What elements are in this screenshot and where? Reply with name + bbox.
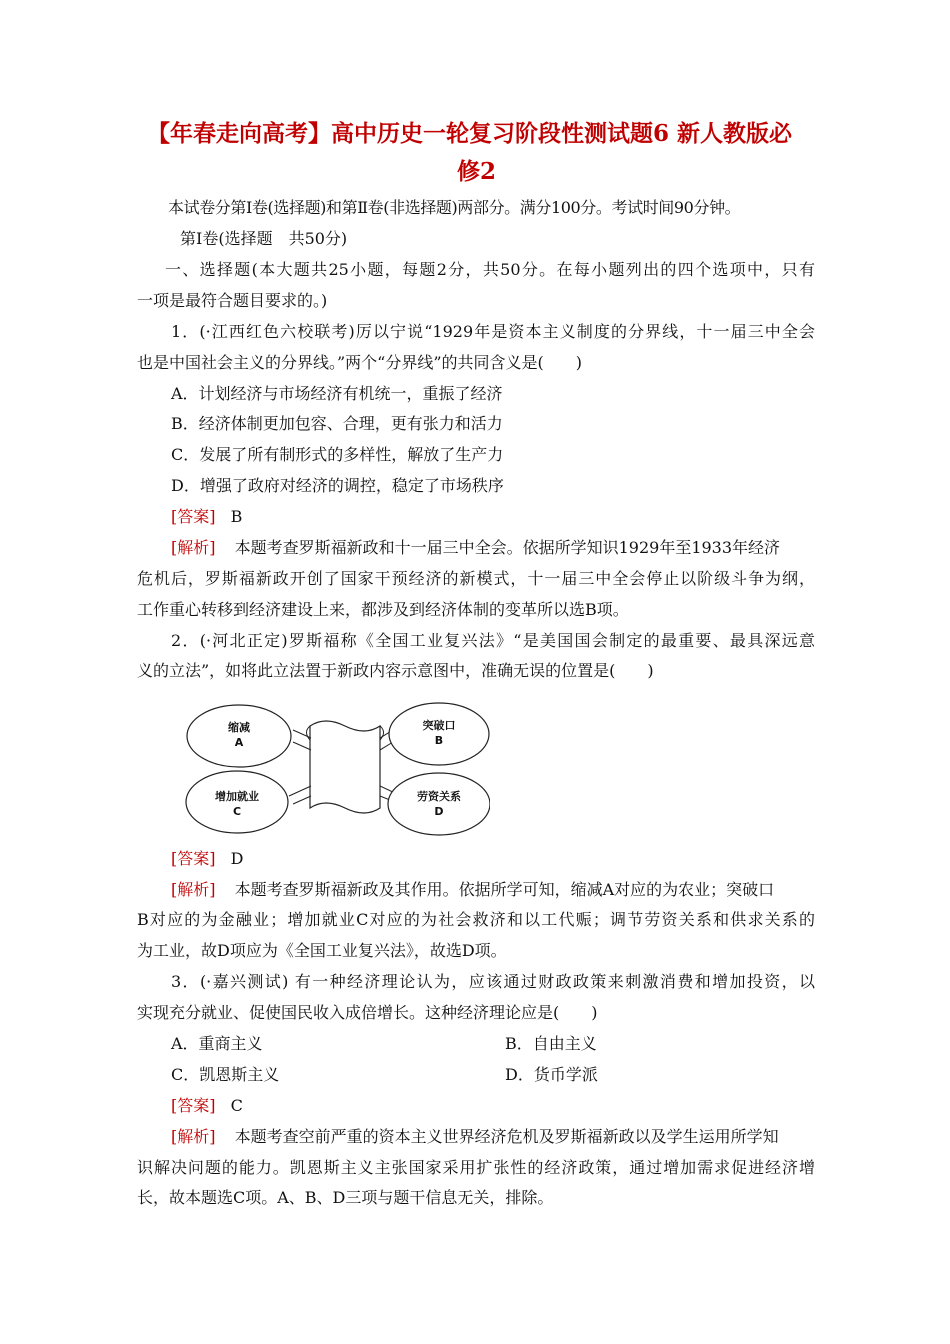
q1-stem-line2: 也是中国社会主义的分界线。”两个“分界线”的共同含义是( ) — [137, 353, 583, 372]
doc-title-line1: 【年春走向高考】高中历史一轮复习阶段性测试题6 新人教版必 — [147, 120, 793, 147]
q1-analysis-line2: 危机后，罗斯福新政开创了国家干预经济的新模式，十一届三中全会停止以阶级斗争为纲， — [137, 569, 815, 588]
intro-text: 本试卷分第Ⅰ卷(选择题)和第Ⅱ卷(非选择题)两部分。满分100分。考试时间90分钟。 — [168, 198, 741, 217]
q2-stem-line2: 义的立法”，如将此立法置于新政内容示意图中，准确无误的位置是( ) — [137, 661, 654, 680]
q2-analysis-line2: B对应的为金融业；增加就业C对应的为社会救济和以工代赈；调节劳资关系和供求关系的 — [137, 910, 815, 929]
q1-answer-value: B — [230, 507, 243, 526]
q1-stem-line1: 1．(·江西红色六校联考)厉以宁说“1929年是资本主义制度的分界线，十一届三中全会 — [171, 322, 815, 341]
q1-analysis-text1: 本题考查罗斯福新政和十一届三中全会。依据所学知识1929年至1933年经济 — [234, 538, 781, 557]
q2-answer — [171, 848, 243, 870]
section-heading-line2: 一项是最符合题目要求的。) — [137, 291, 328, 310]
q2-stem-line1: 2．(·河北正定)罗斯福称《全国工业复兴法》“是美国国会制定的最重要、最具深远意 — [171, 631, 815, 650]
q1-option-d: D．增强了政府对经济的调控，稳定了市场秩序 — [171, 476, 504, 495]
diagram-d-label: 劳资关系 — [417, 790, 461, 803]
part1-heading: 第Ⅰ卷(选择题 共50分) — [180, 229, 348, 248]
q3-option-d: D．货币学派 — [505, 1065, 598, 1084]
q3-answer-tag: [答案] — [171, 1096, 216, 1115]
q3-option-a: A．重商主义 — [171, 1034, 263, 1053]
q2-answer-tag: [答案] — [171, 849, 216, 868]
q1-analysis-line3: 工作重心转移到经济建设上来，都涉及到经济体制的变革所以选B项。 — [137, 600, 629, 619]
diagram-b-label: 突破口 — [422, 719, 456, 732]
diagram-b-letter: B — [434, 734, 444, 747]
q1-answer — [171, 506, 242, 528]
q1-analysis-tag: [解析] — [171, 538, 216, 557]
connector-a — [293, 730, 311, 750]
q2-analysis-line3: 为工业，故D项应为《全国工业复兴法》，故选D项。 — [137, 941, 507, 960]
q2-analysis-tag: [解析] — [171, 880, 216, 899]
diagram-center-scroll — [310, 721, 380, 813]
diagram-d-letter: D — [434, 805, 444, 818]
q3-answer — [171, 1095, 243, 1117]
q3-analysis-tag: [解析] — [171, 1127, 216, 1146]
doc-title-line2: 修2 — [457, 158, 497, 185]
section-heading-line1: 一、选择题(本大题共25小题，每题2分，共50分。在每小题列出的四个选项中，只有 — [165, 260, 815, 279]
diagram-a-letter: A — [234, 736, 244, 749]
q1-option-a: A．计划经济与市场经济有机统一，重振了经济 — [171, 384, 503, 403]
q1-analysis-line1 — [171, 537, 780, 559]
q1-option-b: B．经济体制更加包容、合理，更有张力和活力 — [171, 414, 503, 433]
q3-stem-line2: 实现充分就业、促使国民收入成倍增长。这种经济理论应是( ) — [137, 1003, 598, 1022]
q3-answer-value: C — [230, 1096, 243, 1115]
q2-answer-value: D — [230, 849, 244, 868]
diagram-a-label: 缩减 — [228, 721, 250, 734]
diagram-c-label: 增加就业 — [215, 790, 259, 803]
q2-analysis-line1 — [171, 879, 774, 901]
q3-analysis-text1: 本题考查空前严重的资本主义世界经济危机及罗斯福新政以及学生运用所学知 — [234, 1127, 779, 1146]
connector-c — [289, 786, 311, 804]
new-deal-diagram — [185, 698, 490, 838]
diagram-c-letter: C — [232, 805, 242, 818]
q3-option-c: C．凯恩斯主义 — [171, 1065, 280, 1084]
q3-option-b: B．自由主义 — [505, 1034, 597, 1053]
q3-analysis-line1 — [171, 1126, 779, 1148]
q3-analysis-line3: 长，故本题选C项。A、B、D三项与题干信息无关，排除。 — [137, 1188, 554, 1207]
q2-analysis-text1: 本题考查罗斯福新政及其作用。依据所学可知，缩减A对应的为农业；突破口 — [234, 880, 775, 899]
q3-analysis-line2: 识解决问题的能力。凯恩斯主义主张国家采用扩张性的经济政策，通过增加需求促进经济增 — [137, 1158, 815, 1177]
ellipse-d — [388, 773, 490, 835]
q1-answer-tag: [答案] — [171, 507, 216, 526]
q3-stem-line1: 3．(·嘉兴测试) 有一种经济理论认为，应该通过财政政策来刺激消费和增加投资，以 — [171, 972, 815, 991]
q1-option-c: C．发展了所有制形式的多样性，解放了生产力 — [171, 445, 504, 464]
